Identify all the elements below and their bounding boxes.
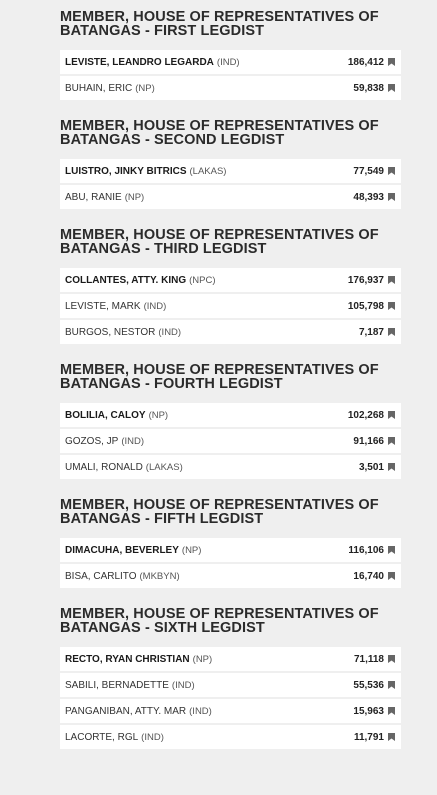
candidate-name: PANGANIBAN, ATTY. MAR — [65, 705, 187, 717]
vote-info — [359, 327, 395, 338]
candidate-name: BOLILIA, CALOY — [65, 409, 146, 421]
vote-info — [353, 706, 395, 717]
candidate-party: (IND) — [143, 300, 167, 312]
candidate-info — [65, 83, 155, 94]
race-section — [60, 363, 401, 479]
candidate-name: COLLANTES, ATTY. KING — [65, 274, 187, 286]
race-section — [60, 119, 401, 209]
candidate-name: LUISTRO, JINKY BITRICS — [65, 165, 187, 177]
vote-count: 11,791 — [353, 731, 384, 743]
candidate-row[interactable] — [60, 725, 401, 749]
race-title: MEMBER, HOUSE OF REPRESENTATIVES OF BATANGAS - FIRST LEGDIST — [60, 9, 379, 39]
candidate-row[interactable] — [60, 403, 401, 427]
vote-count: 176,937 — [347, 274, 384, 286]
candidate-party: (NP) — [148, 409, 169, 421]
vote-info — [348, 545, 395, 556]
candidate-info — [65, 192, 144, 203]
vote-count: 116,106 — [348, 544, 384, 556]
vote-count: 3,501 — [358, 461, 384, 473]
candidate-info — [65, 57, 240, 68]
vote-count: 16,740 — [353, 570, 384, 582]
vote-count: 48,393 — [353, 191, 384, 203]
candidate-name: LACORTE, RGL — [65, 731, 139, 743]
vote-info — [348, 301, 395, 312]
flag-icon — [388, 463, 395, 471]
candidate-row[interactable] — [60, 320, 401, 344]
candidate-info — [65, 654, 212, 665]
flag-icon — [388, 411, 395, 419]
flag-icon — [388, 437, 395, 445]
flag-icon — [388, 707, 395, 715]
candidate-name: UMALI, RONALD — [65, 461, 143, 473]
candidate-info — [65, 436, 144, 447]
candidate-name: DIMACUHA, BEVERLEY — [65, 544, 179, 556]
candidate-info — [65, 732, 164, 743]
candidate-party: (IND) — [171, 679, 195, 691]
candidate-row[interactable] — [60, 268, 401, 292]
race-title: MEMBER, HOUSE OF REPRESENTATIVES OF BATANGAS - FOURTH LEGDIST — [60, 362, 379, 392]
race-section — [60, 607, 401, 749]
vote-info — [353, 83, 395, 94]
vote-count: 186,412 — [347, 56, 384, 68]
candidate-info — [65, 571, 180, 582]
vote-count: 91,166 — [353, 435, 384, 447]
race-title: MEMBER, HOUSE OF REPRESENTATIVES OF BATANGAS - THIRD LEGDIST — [60, 227, 379, 257]
candidate-name: BUHAIN, ERIC — [65, 82, 133, 94]
flag-icon — [388, 276, 395, 284]
flag-icon — [388, 546, 395, 554]
vote-info — [353, 436, 395, 447]
race-section — [60, 498, 401, 588]
candidate-party: (LAKAS) — [189, 165, 227, 177]
candidate-row[interactable] — [60, 699, 401, 723]
candidate-name: ABU, RANIE — [65, 191, 122, 203]
candidate-info — [65, 680, 195, 691]
candidate-name: GOZOS, JP — [65, 435, 119, 447]
candidate-name: SABILI, BERNADETTE — [65, 679, 169, 691]
vote-count: 77,549 — [353, 165, 384, 177]
candidate-info — [65, 410, 168, 421]
candidate-party: (IND) — [158, 326, 182, 338]
candidate-name: BISA, CARLITO — [65, 570, 137, 582]
candidate-info — [65, 327, 181, 338]
flag-icon — [388, 655, 395, 663]
candidate-info — [65, 706, 212, 717]
candidate-party: (IND) — [189, 705, 212, 717]
race-section — [60, 228, 401, 344]
candidate-row[interactable] — [60, 185, 401, 209]
vote-info — [353, 680, 395, 691]
candidate-name: LEVISTE, MARK — [65, 300, 141, 312]
vote-count: 71,118 — [353, 653, 384, 665]
candidate-row[interactable] — [60, 564, 401, 588]
vote-info — [354, 654, 395, 665]
vote-count: 59,838 — [353, 82, 384, 94]
flag-icon — [388, 302, 395, 310]
vote-count: 105,798 — [347, 300, 384, 312]
candidate-row[interactable] — [60, 50, 401, 74]
candidate-party: (NPC) — [189, 274, 216, 286]
flag-icon — [388, 733, 395, 741]
vote-info — [353, 571, 395, 582]
candidate-info — [65, 545, 201, 556]
candidate-party: (NP) — [124, 191, 145, 203]
race-section — [60, 10, 401, 100]
candidate-row[interactable] — [60, 673, 401, 697]
candidate-party: (NP) — [192, 653, 213, 665]
vote-info — [348, 410, 395, 421]
candidate-party: (IND) — [121, 435, 145, 447]
vote-info — [348, 57, 395, 68]
candidate-info — [65, 275, 216, 286]
race-title: MEMBER, HOUSE OF REPRESENTATIVES OF BATANGAS - FIFTH LEGDIST — [60, 497, 379, 527]
candidate-info — [65, 462, 183, 473]
flag-icon — [388, 84, 395, 92]
vote-info — [353, 192, 395, 203]
candidate-name: RECTO, RYAN CHRISTIAN — [65, 653, 190, 665]
candidate-row[interactable] — [60, 538, 401, 562]
candidate-row[interactable] — [60, 76, 401, 100]
vote-count: 15,963 — [353, 705, 384, 717]
candidate-party: (NP) — [181, 544, 202, 556]
vote-count: 7,187 — [358, 326, 384, 338]
vote-info — [348, 275, 395, 286]
candidate-party: (LAKAS) — [145, 461, 183, 473]
candidate-info — [65, 166, 226, 177]
candidate-party: (MKBYN) — [139, 570, 180, 582]
race-title: MEMBER, HOUSE OF REPRESENTATIVES OF BATANGAS - SIXTH LEGDIST — [60, 606, 379, 636]
vote-info — [353, 166, 395, 177]
flag-icon — [388, 681, 395, 689]
candidate-party: (IND) — [216, 56, 240, 68]
candidate-info — [65, 301, 166, 312]
vote-info — [359, 462, 395, 473]
candidate-party: (NP) — [135, 82, 155, 94]
candidate-row[interactable] — [60, 159, 401, 183]
candidate-name: LEVISTE, LEANDRO LEGARDA — [65, 56, 214, 68]
vote-count: 55,536 — [353, 679, 384, 691]
flag-icon — [388, 58, 395, 66]
flag-icon — [388, 193, 395, 201]
flag-icon — [388, 167, 395, 175]
vote-count: 102,268 — [347, 409, 384, 421]
flag-icon — [388, 328, 395, 336]
flag-icon — [388, 572, 395, 580]
candidate-row[interactable] — [60, 647, 401, 671]
candidate-row[interactable] — [60, 429, 401, 453]
candidate-row[interactable] — [60, 455, 401, 479]
candidate-row[interactable] — [60, 294, 401, 318]
candidate-name: BURGOS, NESTOR — [65, 326, 156, 338]
candidate-party: (IND) — [141, 731, 164, 743]
vote-info — [354, 732, 395, 743]
race-title: MEMBER, HOUSE OF REPRESENTATIVES OF BATANGAS - SECOND LEGDIST — [60, 118, 379, 148]
